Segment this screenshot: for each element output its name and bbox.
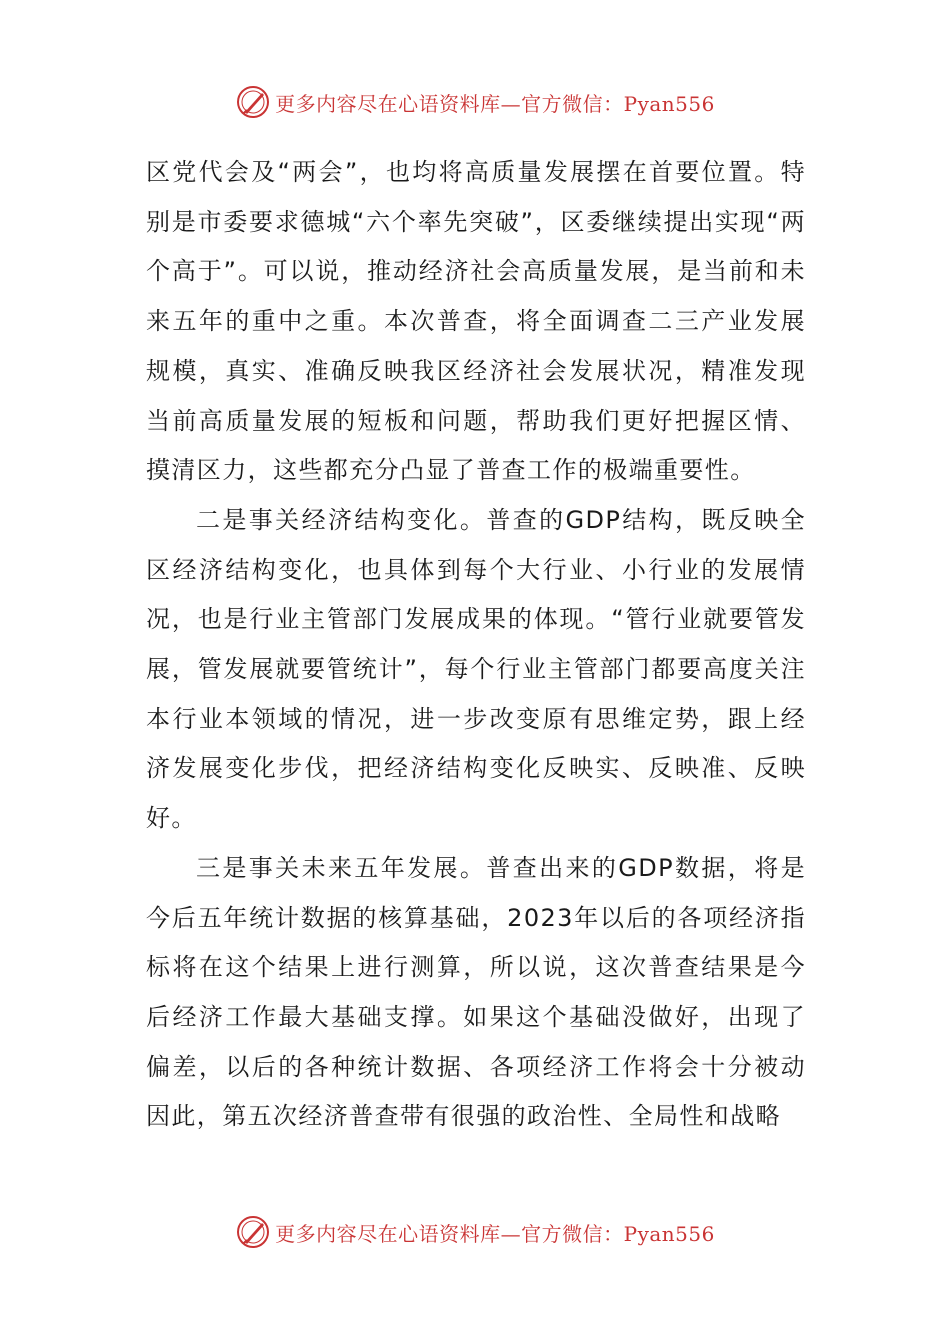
paragraph-1: 区党代会及“两会”，也均将高质量发展摆在首要位置。特别是市委要求德城“六个率先突破”，区委继续提出实现“两个高于”。可以说，推动经济社会高质量发展，是当前和未来五年的重中之重。本次普查，将全面调查二三产业发展规模，真实、准确反映我区经济社会发展状况，精准发现当前高质量发展的短板和问题，帮助我们更好把握区情、摸清区力，这些都充分凸显了普查工作的极端重要性。: [146, 158, 806, 485]
quill-pen-logo-icon: [235, 1214, 271, 1250]
paragraph-2: 二是事关经济结构变化。普查的GDP结构，既反映全区经济结构变化，也具体到每个大行业、小行业的发展情况，也是行业主管部门发展成果的体现。“管行业就要管发展，管发展就要管统计”，每个行业主管部门都要高度关注本行业本领域的情况，进一步改变原有思维定势，跟上经济发展变化步伐，把经济结构变化反映实、反映准、反映好。: [146, 505, 806, 833]
footer-banner-text: 更多内容尽在心语资料库—官方微信：Pyan556: [275, 1221, 715, 1246]
paragraph-3: 三是事关未来五年发展。普查出来的GDP数据，将是今后五年统计数据的核算基础，2023年以后的各项经济指标将在这个结果上进行测算，所以说，这次普查结果是今后经济工作最大基础支撑。如果这个基础没做好，出现了偏差，以后的各种统计数据、各项经济工作将会十分被动因此，第五次经济普查带有很强的政治性、全局性和战略: [146, 853, 806, 1131]
quill-pen-logo-icon: [235, 84, 271, 120]
document-body: [146, 148, 806, 1142]
header-banner: [0, 82, 950, 122]
footer-banner: [0, 1212, 950, 1252]
header-banner-text: 更多内容尽在心语资料库—官方微信：Pyan556: [275, 91, 715, 116]
